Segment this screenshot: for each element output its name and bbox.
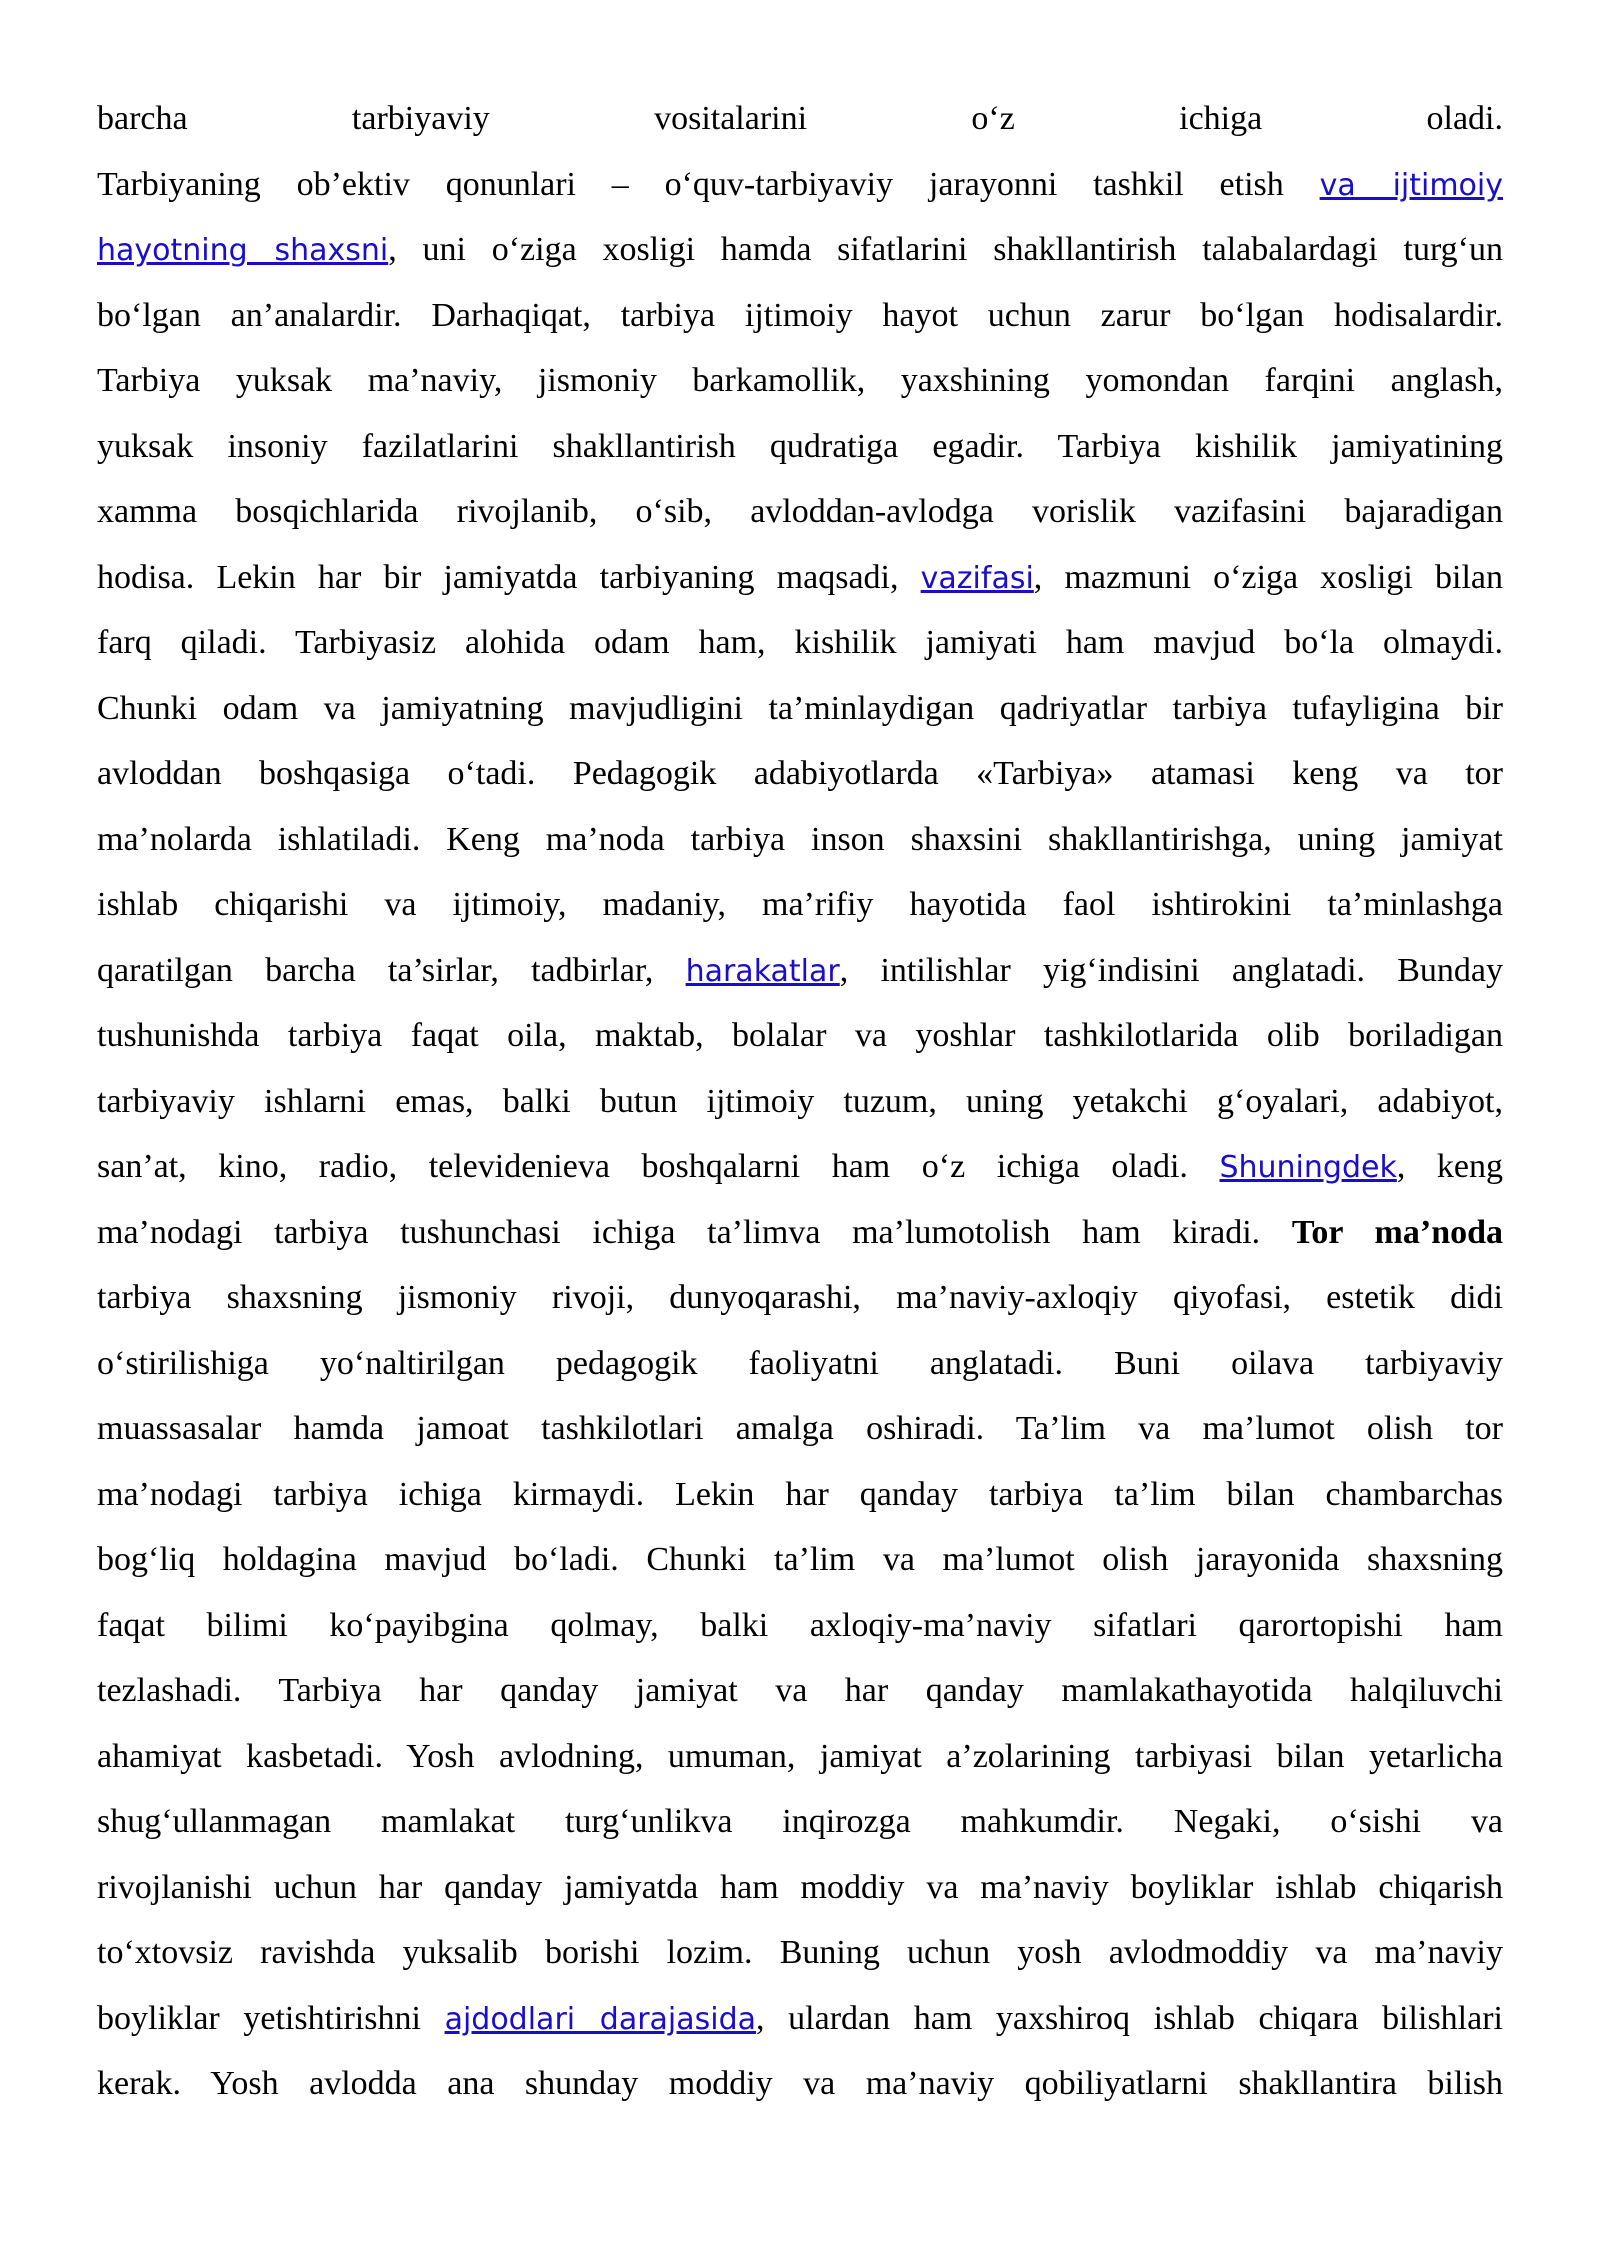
text-run: tezlashadi. Tarbiya har qanday jamiyat va har qanday mamlakathayotida halqiluvchi	[97, 1672, 1503, 1709]
hyperlink[interactable]: harakatlar	[685, 953, 840, 989]
text-run: muassasalar hamda jamoat tashkilotlari amalga oshiradi. Ta’lim va ma’lumot olish tor	[97, 1410, 1503, 1447]
text-line	[97, 1275, 1503, 1341]
text-line	[97, 817, 1503, 883]
text-run: Chunki odam va jamiyatning mavjudligini ta’minlaydigan qadriyatlar tarbiya tufayligina bir	[97, 689, 1503, 727]
text-line	[97, 1537, 1503, 1603]
text-line	[97, 227, 1503, 293]
text-line	[97, 882, 1503, 948]
hyperlink[interactable]: hayotning shaxsni	[97, 233, 389, 268]
text-run: tarbiyaviy ishlarni emas, balki butun ijtimoiy tuzum, uning yetakchi g‘oyalari, adabiyot,	[97, 1082, 1503, 1120]
text-run: rivojlanishi uchun har qanday jamiyatda ham moddiy va ma’naviy boyliklar ishlab chiqarish	[97, 1868, 1503, 1906]
text-line	[97, 1603, 1503, 1669]
text-line	[97, 1865, 1503, 1931]
text-run: , uni o‘ziga xosligi hamda sifatlarini shakllantirish talabalardagi turg‘un	[388, 231, 1503, 268]
hyperlink[interactable]: ajdodlari darajasida	[444, 2001, 757, 2037]
text-run: ma’nodagi tarbiya tushunchasi ichiga ta’limva ma’lumotolish ham kiradi.	[97, 1213, 1292, 1251]
text-line	[97, 1996, 1503, 2062]
text-run: ahamiyat kasbetadi. Yosh avlodning, umuman, jamiyat a’zolarining tarbiyasi bilan yetarlicha	[97, 1737, 1503, 1775]
text-run: boyliklar yetishtirishni	[97, 1999, 445, 2037]
text-line	[97, 1799, 1503, 1865]
text-run: , ulardan ham yaxshiroq ishlab chiqara bilishlari	[756, 1999, 1503, 2037]
text-line	[97, 1668, 1503, 1734]
text-line	[97, 162, 1503, 228]
text-run: shug‘ullanmagan mamlakat turg‘unlikva inqirozga mahkumdir. Negaki, o‘sishi va	[97, 1803, 1503, 1840]
text-line	[97, 1472, 1503, 1538]
text-run: hodisa. Lekin har bir jamiyatda tarbiyaning maqsadi,	[97, 558, 921, 596]
text-run: o‘stirilishiga yo‘naltirilgan pedagogik faoliyatni anglatadi. Buni oilava tarbiyaviy	[97, 1344, 1503, 1382]
text-run: Tarbiyaning ob’ektiv qonunlari – o‘quv-tarbiyaviy jarayonni tashkil etish	[97, 165, 1320, 203]
text-run: , keng	[1396, 1148, 1503, 1185]
text-line	[97, 555, 1503, 621]
text-run: kerak. Yosh avlodda ana shunday moddiy va ma’naviy qobiliyatlarni shakllantira bilish	[97, 2065, 1503, 2102]
text-line	[97, 1341, 1503, 1407]
text-line	[97, 489, 1503, 555]
text-line	[97, 686, 1503, 752]
text-line	[97, 1210, 1503, 1276]
document-page	[97, 96, 1503, 2127]
text-line	[97, 751, 1503, 817]
text-run: tarbiya shaxsning jismoniy rivoji, dunyoqarashi, ma’naviy-axloqiy qiyofasi, estetik didi	[97, 1279, 1503, 1316]
text-run: tushunishda tarbiya faqat oila, maktab, bolalar va yoshlar tashkilotlarida olib boriladigan	[97, 1017, 1503, 1054]
text-line	[97, 1930, 1503, 1996]
text-line	[97, 948, 1503, 1014]
text-run: xamma bosqichlarida rivojlanib, o‘sib, avloddan-avlodga vorislik vazifasini bajaradigan	[97, 493, 1503, 530]
hyperlink[interactable]: Shuningdek	[1219, 1150, 1397, 1185]
text-run: , mazmuni o‘ziga xosligi bilan	[1033, 558, 1503, 596]
hyperlink[interactable]: va ijtimoiy	[1319, 167, 1503, 203]
text-run: farq qiladi. Tarbiyasiz alohida odam ham, kishilik jamiyati ham mavjud bo‘la olmaydi.	[97, 624, 1503, 661]
text-run: Tarbiya yuksak ma’naviy, jismoniy barkamollik, yaxshining yomondan farqini anglash,	[97, 362, 1503, 399]
text-line	[97, 620, 1503, 686]
text-line	[97, 1734, 1503, 1800]
text-run: yuksak insoniy fazilatlarini shakllantirish qudratiga egadir. Tarbiya kishilik jamiyatining	[97, 427, 1503, 465]
text-run: bog‘liq holdagina mavjud bo‘ladi. Chunki ta’lim va ma’lumot olish jarayonida shaxsning	[97, 1541, 1503, 1578]
text-run: qaratilgan barcha ta’sirlar, tadbirlar,	[97, 951, 686, 989]
text-line	[97, 424, 1503, 490]
text-run: barcha tarbiyaviy vositalarini o‘z ichiga oladi.	[97, 100, 1503, 137]
bold-term: Tor ma’noda	[1291, 1213, 1503, 1251]
text-run: ma’nolarda ishlatiladi. Keng ma’noda tarbiya inson shaxsini shakllantirishga, uning jamiyat	[97, 820, 1503, 858]
text-run: bo‘lgan an’analardir. Darhaqiqat, tarbiya ijtimoiy hayot uchun zarur bo‘lgan hodisalardir.	[97, 296, 1503, 334]
text-line	[97, 293, 1503, 359]
text-line	[97, 96, 1503, 162]
text-line	[97, 1406, 1503, 1472]
text-line	[97, 358, 1503, 424]
text-run: faqat bilimi ko‘payibgina qolmay, balki axloqiy-ma’naviy sifatlari qarortopishi ham	[97, 1606, 1503, 1644]
text-line	[97, 1013, 1503, 1079]
text-run: avloddan boshqasiga o‘tadi. Pedagogik adabiyotlarda «Tarbiya» atamasi keng va tor	[97, 755, 1503, 792]
text-run: ma’nodagi tarbiya ichiga kirmaydi. Lekin har qanday tarbiya ta’lim bilan chambarchas	[97, 1475, 1503, 1513]
text-run: , intilishlar yig‘indisini anglatadi. Bunday	[839, 951, 1503, 989]
text-line	[97, 1144, 1503, 1210]
text-line	[97, 1079, 1503, 1145]
text-run: san’at, kino, radio, televidenieva boshqalarni ham o‘z ichiga oladi.	[97, 1148, 1220, 1185]
text-run: ishlab chiqarishi va ijtimoiy, madaniy, ma’rifiy hayotida faol ishtirokini ta’minlashga	[97, 886, 1503, 923]
text-run: to‘xtovsiz ravishda yuksalib borishi lozim. Buning uchun yosh avlodmoddiy va ma’naviy	[97, 1934, 1503, 1971]
text-line	[97, 2061, 1503, 2127]
hyperlink[interactable]: vazifasi	[920, 560, 1034, 596]
